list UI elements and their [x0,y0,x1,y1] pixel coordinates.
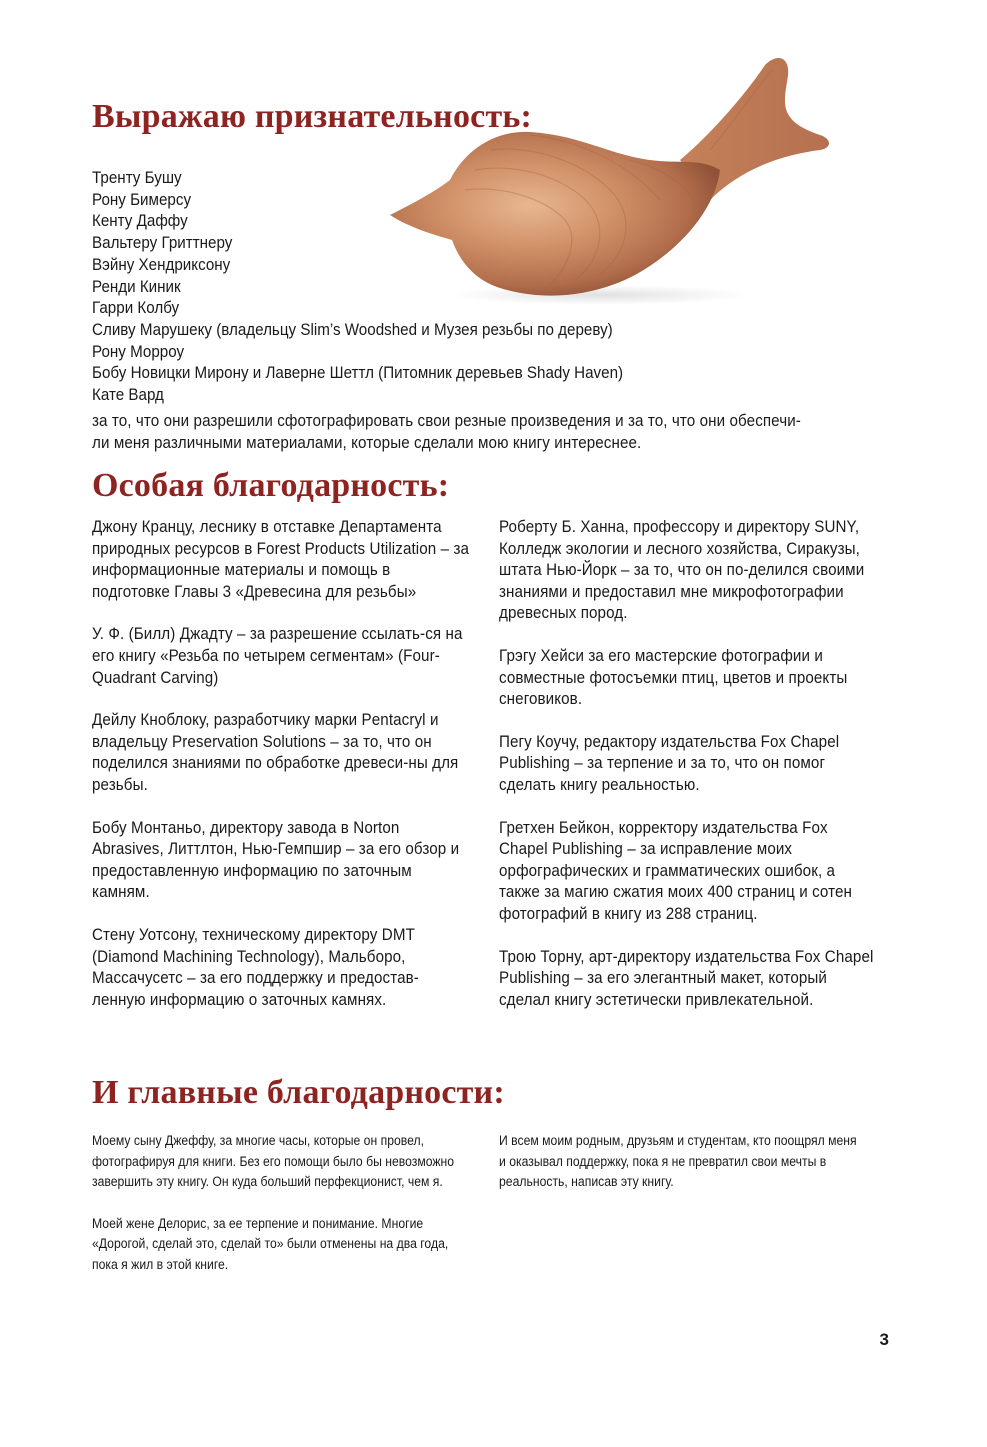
special-thanks-left-column [92,517,471,1032]
thanks-paragraph: Роберту Б. Ханна, профессору и директору SUNY, Колледж экологии и лесного хозяйства, Сиракузы, штата Нью-Йорк – за то, что он по-делился своими знаниями и предоставил мне микрофотографии древесных пород. [499,518,865,623]
page-number: 3 [879,1330,889,1349]
heading-special-thanks: Особая благодарность: [92,467,450,504]
list-item: Вальтеру Гриттнеру [92,234,233,253]
heading-main-thanks: И главные благодарности: [92,1074,505,1111]
list-item: Ренди Киник [92,277,181,296]
thanks-paragraph: Дейлу Кноблоку, разработчику марки Pentacryl и владельцу Preservation Solutions – за то, что он поделился знаниями по обработке древеси-ны для резьбы. [92,711,459,794]
acknowledged-names-list [92,168,669,407]
closing-line: ли меня различными материалами, которые сделали мою книгу интереснее. [92,433,642,452]
list-item: Бобу Новицки Мирону и Лаверне Шеттл (Питомник деревьев Shady Haven) [92,364,624,383]
thanks-paragraph: Бобу Монтаньо, директору завода в Norton Abrasives, Литтлтон, Нью-Гемпшир – за его обзор и предоставленную информацию по заточным камням. [92,818,460,902]
list-item: Сливу Марушеку (владельцу Slim’s Woodshed и Музея резьбы по дереву) [92,320,613,339]
heading-acknowledgements: Выражаю признательность: [92,98,533,135]
list-item: Тренту Бушу [92,169,182,187]
thanks-paragraph: И всем моим родным, друзьям и студентам, кто поощрял меня и оказывал поддержку, пока я не превратил свои мечты в реальность, написав эту книгу. [499,1133,857,1191]
thanks-paragraph: Моей жене Делорис, за ее терпение и понимание. Многие «Дорогой, сделай это, сделай то» были отменены на два года, пока я жил в этой книге. [92,1215,449,1273]
thanks-paragraph: Стену Уотсону, техническому директору DMT (Diamond Machining Technology), Мальборо, Массачусетс – за его поддержку и предостав-ленную информацию о заточных камнях. [92,925,419,1009]
list-item: Кенту Даффу [92,212,188,231]
main-thanks-left-column [92,1131,458,1297]
thanks-paragraph: Пегу Коучу, редактору издательства Fox Chapel Publishing – за терпение и за то, что он помог сделать книгу реальностью. [499,732,840,794]
thanks-paragraph: Грэгу Хейси за его мастерские фотографии и совместные фотосъемки птиц, цветов и проекты снеговиков. [499,646,848,709]
thanks-paragraph: Трою Торну, арт-директору издательства Fox Chapel Publishing – за его элегантный макет, который сделал книгу эстетически привлекательной. [499,947,874,1009]
special-thanks-right-column [499,517,878,1032]
list-item: Вэйну Хендриксону [92,255,231,274]
thanks-paragraph: Джону Кранцу, леснику в отставке Департамента природных ресурсов в Forest Products Utilization – за информационные материалы и помощь в подготовке Главы 3 «Древесина для резьбы» [92,518,470,601]
thanks-paragraph: Гретхен Бейкон, корректору издательства Fox Chapel Publishing – за исправление моих орфографических и грамматических ошибок, а также за магию сжатия моих 400 страниц и сотен фотографий в книгу из 288 страниц. [499,818,853,923]
closing-line: за то, что они разрешили сфотографировать свои резные произведения и за то, что они обеспечи- [92,412,801,430]
list-item: Гарри Колбу [92,299,180,318]
main-thanks-right-column [499,1131,865,1214]
thanks-paragraph: Моему сыну Джеффу, за многие часы, которые он провел, фотографируя для книги. Без его помощи было бы невозможно завершить эту книгу. Он куда больший перфекционист, чем я. [92,1133,455,1191]
acknowledgement-closing [92,411,883,454]
thanks-paragraph: У. Ф. (Билл) Джадту – за разрешение ссылать-ся на его книгу «Резьба по четырем сегментам» (Four-Quadrant Carving) [92,625,463,687]
list-item: Рону Бимерсу [92,190,192,209]
list-item: Кате Вард [92,386,164,405]
list-item: Рону Морроу [92,342,185,361]
